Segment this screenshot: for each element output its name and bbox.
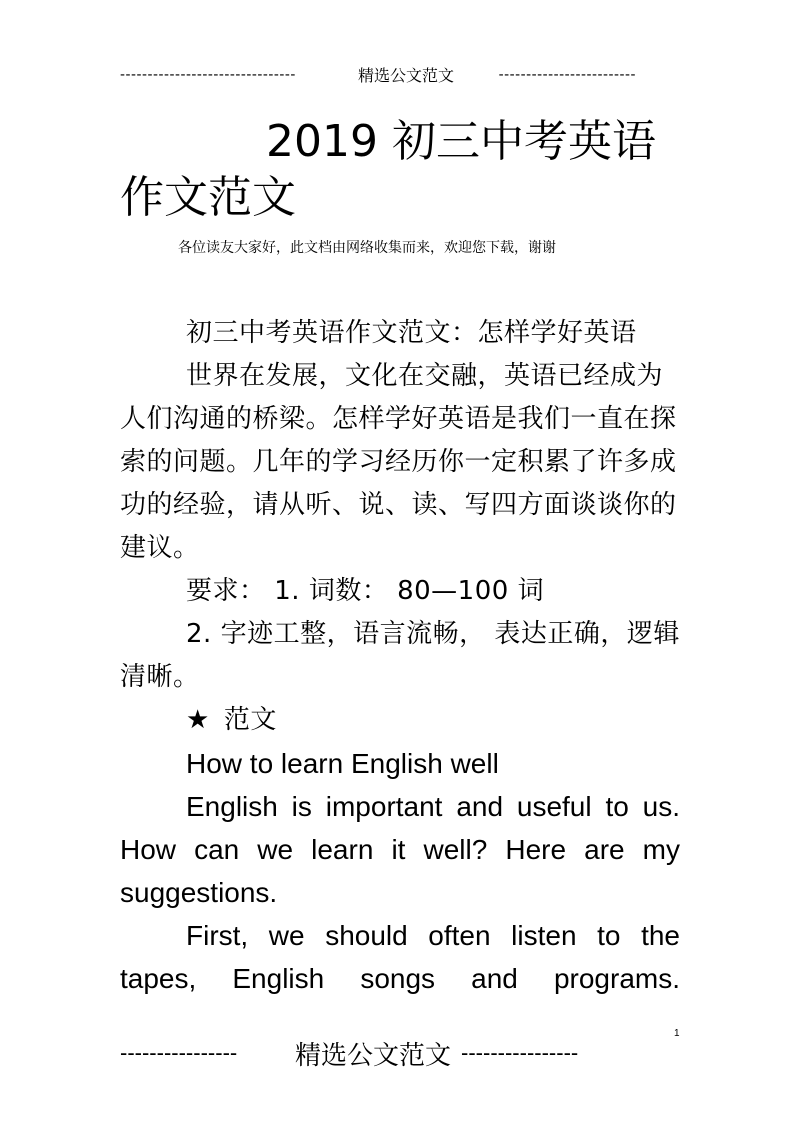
title-line-2: 作文范文 (120, 172, 296, 223)
essay-paragraph-1: English is important and useful to us. How can we learn it well? Here are my suggestions. (120, 791, 680, 908)
title-line-1: 2019 初三中考英语 (266, 116, 656, 167)
footer-dashes-right: ---------------- (461, 1040, 579, 1065)
prompt-paragraph: 世界在发展，文化在交融，英语已经成为人们沟通的桥梁。怎样学好英语是我们一直在探索的问题。几年的学习经历你一定积累了许多成功的经验，请从听、说、读、写四方面谈谈你的建议。 (120, 361, 677, 563)
sample-label-text: 范文 (223, 705, 277, 735)
essay-paragraph-2: First, we should often listen to the tapes, English songs and programs. (120, 920, 680, 994)
requirement-1: 要求： 1. 词数： 80—100 词 (186, 576, 545, 606)
requirement-2: 2. 字迹工整，语言流畅， 表达正确，逻辑清晰。 (120, 619, 680, 692)
sample-label (120, 699, 680, 742)
footer-dashes-left: ---------------- (120, 1040, 238, 1065)
page-header (120, 62, 653, 86)
topic-heading: 初三中考英语作文范文：怎样学好英语 (186, 318, 637, 348)
header-dashes-right: ------------------------- (498, 65, 637, 83)
page-number: 1 (674, 1028, 680, 1039)
footer-title: 精选公文范文 (295, 1040, 452, 1071)
download-note: 各位读友大家好，此文档由网络收集而来，欢迎您下载，谢谢 (178, 240, 556, 256)
header-dashes-left: -------------------------------- (120, 65, 296, 83)
essay-title: How to learn English well (186, 748, 499, 779)
header-title: 精选公文范文 (358, 65, 455, 85)
star-icon: ★ (186, 705, 210, 735)
page-footer (120, 1036, 650, 1070)
document-title (120, 114, 680, 226)
document-body (120, 312, 680, 1000)
